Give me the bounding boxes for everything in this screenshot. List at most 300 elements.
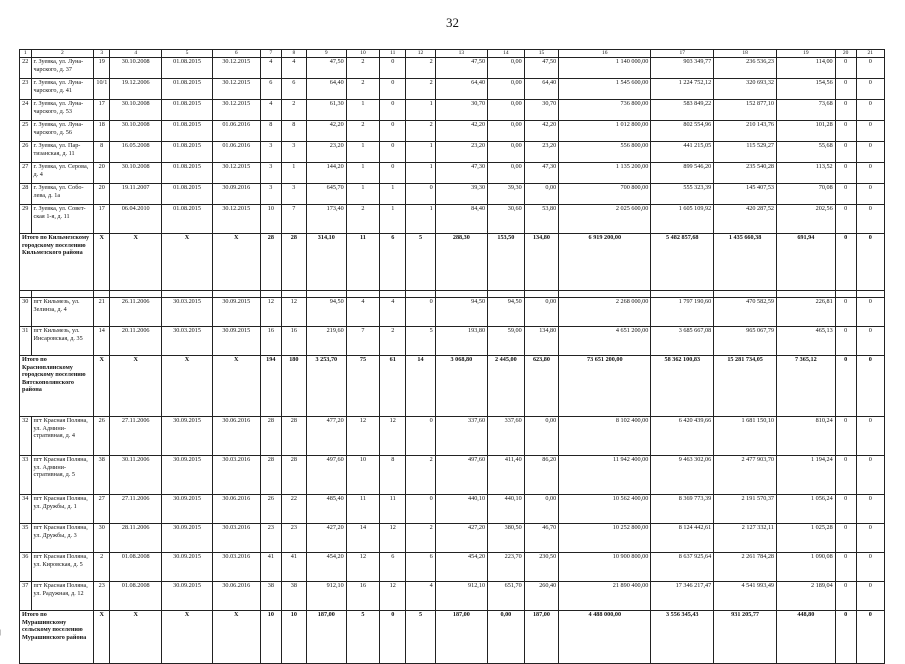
empty-cell <box>162 291 212 298</box>
table-cell: 01.08.2015 <box>162 205 212 234</box>
table-cell: 0 <box>835 456 856 495</box>
address-cell: пгт Красная Поляна, ул. Радужная, д. 12 <box>31 582 94 611</box>
table-cell: 19.12.2006 <box>110 79 162 100</box>
column-number: 4 <box>110 50 162 58</box>
table-cell: 0 <box>380 58 406 79</box>
table-cell: 3 685 667,08 <box>651 327 714 356</box>
table-cell: 6 <box>281 79 306 100</box>
table-cell: 0 <box>835 524 856 553</box>
row-number-cell: 35 <box>20 524 32 553</box>
column-number: 6 <box>212 50 260 58</box>
subtotal-label: Итого по Мурашинскому сельскому поселению Мурашинского района <box>20 611 94 664</box>
table-cell: 30 <box>94 524 110 553</box>
subtotal-cell: 0 <box>835 611 856 664</box>
table-cell: 0 <box>856 142 884 163</box>
table-cell: 27.11.2006 <box>110 417 162 456</box>
table-cell: 0,00 <box>524 417 559 456</box>
table-cell: 0 <box>835 79 856 100</box>
table-cell: 0 <box>835 298 856 327</box>
table-cell: 23 <box>281 524 306 553</box>
table-cell: 30.06.2016 <box>212 417 260 456</box>
table-cell: 101,28 <box>777 121 836 142</box>
table-cell: 30.09.2015 <box>162 524 212 553</box>
subtotal-cell: 5 482 857,68 <box>651 234 714 291</box>
table-cell: 0 <box>406 298 435 327</box>
table-cell: 114,00 <box>777 58 836 79</box>
table-cell: 134,80 <box>524 327 559 356</box>
table-cell: 73,68 <box>777 100 836 121</box>
table-cell: 555 323,39 <box>651 184 714 205</box>
table-cell: 42,20 <box>524 121 559 142</box>
table-row <box>20 184 885 205</box>
table-cell: 8 102 400,00 <box>559 417 651 456</box>
table-cell: 1 056,24 <box>777 495 836 524</box>
table-cell: 0 <box>835 327 856 356</box>
table-cell: 0 <box>406 184 435 205</box>
table-cell: 454,20 <box>306 553 346 582</box>
table-cell: 70,08 <box>777 184 836 205</box>
table-cell: 53,80 <box>524 205 559 234</box>
table-cell: 154,56 <box>777 79 836 100</box>
table-cell: 2 261 784,28 <box>714 553 777 582</box>
column-number: 13 <box>435 50 487 58</box>
table-cell: 2 <box>406 456 435 495</box>
table-cell: 12 <box>260 298 281 327</box>
subtotal-cell: X <box>162 234 212 291</box>
column-number: 8 <box>281 50 306 58</box>
table-cell: 30.03.2016 <box>212 553 260 582</box>
column-number: 14 <box>488 50 525 58</box>
table-cell: 23,20 <box>306 142 346 163</box>
address-cell: г. Зуевка, ул. Серова, д. 4 <box>31 163 94 184</box>
subtotal-cell: 623,80 <box>524 356 559 417</box>
table-cell: 01.08.2008 <box>110 582 162 611</box>
table-cell: 7 <box>281 205 306 234</box>
table-cell: 30.03.2016 <box>212 524 260 553</box>
table-cell: 700 800,00 <box>559 184 651 205</box>
table-cell: 14 <box>346 524 380 553</box>
table-cell: 12 <box>346 417 380 456</box>
table-cell: 10 252 800,00 <box>559 524 651 553</box>
table-cell: 17 346 217,47 <box>651 582 714 611</box>
table-cell: 30.12.2015 <box>212 163 260 184</box>
table-cell: 3 <box>281 142 306 163</box>
table-cell: 6 <box>380 553 406 582</box>
subtotal-cell: 28 <box>281 234 306 291</box>
empty-cell <box>406 291 435 298</box>
table-cell: 46,70 <box>524 524 559 553</box>
address-cell: пгт Красная Поляна, ул. Админи-стративная, д. 4 <box>31 417 94 456</box>
table-cell: 485,40 <box>306 495 346 524</box>
table-cell: 11 <box>346 495 380 524</box>
table-cell: 0 <box>835 205 856 234</box>
row-number-cell: 23 <box>20 79 32 100</box>
table-cell: 27 <box>94 495 110 524</box>
subtotal-cell: 7 365,12 <box>777 356 836 417</box>
empty-cell <box>835 291 856 298</box>
table-cell: 912,10 <box>306 582 346 611</box>
table-cell: 20.11.2006 <box>110 327 162 356</box>
table-row <box>20 456 885 495</box>
table-cell: 0 <box>856 327 884 356</box>
subtotal-cell: 3 556 345,43 <box>651 611 714 664</box>
table-cell: 0 <box>835 495 856 524</box>
table-cell: 0 <box>856 79 884 100</box>
table-cell: 4 <box>281 58 306 79</box>
table-cell: 0 <box>856 205 884 234</box>
table-cell: 30.10.2008 <box>110 58 162 79</box>
table-cell: 30.12.2015 <box>212 205 260 234</box>
table-cell: 64,40 <box>524 79 559 100</box>
table-cell: 12 <box>380 582 406 611</box>
table-cell: 0 <box>406 495 435 524</box>
table-cell: 0 <box>380 142 406 163</box>
table-row <box>20 142 885 163</box>
table-cell: 0 <box>835 417 856 456</box>
table-cell: 23,20 <box>435 142 487 163</box>
table-cell: 210 143,76 <box>714 121 777 142</box>
table-cell: 2 268 000,00 <box>559 298 651 327</box>
table-row <box>20 163 885 184</box>
table-row <box>20 553 885 582</box>
table-cell: 17 <box>94 205 110 234</box>
table-cell: 61,30 <box>306 100 346 121</box>
subtotal-label: Итого по Красноплянскому городскому поселению Вятскополянского района <box>20 356 94 417</box>
subtotal-cell: 187,00 <box>306 611 346 664</box>
address-cell: г. Зуевка, ул. Луна-чарского, д. 56 <box>31 121 94 142</box>
address-cell: пгт Кильмезь, ул. Зелинза, д. 4 <box>31 298 94 327</box>
table-cell: 4 <box>346 298 380 327</box>
table-cell: 0,00 <box>488 142 525 163</box>
table-cell: 236 536,23 <box>714 58 777 79</box>
row-number-cell: 32 <box>20 417 32 456</box>
table-cell: 1 <box>380 205 406 234</box>
row-number-cell: 30 <box>20 298 32 327</box>
table-cell: 8 <box>281 121 306 142</box>
column-number: 19 <box>777 50 836 58</box>
column-number: 12 <box>406 50 435 58</box>
table-cell: 337,60 <box>488 417 525 456</box>
empty-cell <box>380 291 406 298</box>
table-cell: 1 545 600,00 <box>559 79 651 100</box>
table-cell: 497,60 <box>306 456 346 495</box>
row-number-cell: 36 <box>20 553 32 582</box>
table-row <box>20 58 885 79</box>
subtotal-cell: 134,80 <box>524 234 559 291</box>
address-cell: пгт Красная Поляна, ул. Дружбы, д. 3 <box>31 524 94 553</box>
subtotal-cell: 931 205,77 <box>714 611 777 664</box>
table-cell: 19 <box>94 58 110 79</box>
table-cell: 583 849,22 <box>651 100 714 121</box>
subtotal-cell: 0 <box>856 356 884 417</box>
spacer-row <box>20 291 885 298</box>
table-row <box>20 121 885 142</box>
subtotal-cell: 3 253,70 <box>306 356 346 417</box>
row-number-cell: 37 <box>20 582 32 611</box>
table-cell: 497,60 <box>435 456 487 495</box>
table-cell: 1 <box>346 184 380 205</box>
table-cell: 06.04.2010 <box>110 205 162 234</box>
column-number: 3 <box>94 50 110 58</box>
table-cell: 10 562 400,00 <box>559 495 651 524</box>
empty-cell <box>559 291 651 298</box>
table-cell: 810,24 <box>777 417 836 456</box>
table-cell: 0 <box>835 100 856 121</box>
table-row <box>20 582 885 611</box>
address-cell: г. Зуевка, ул. Луна-чарского, д. 37 <box>31 58 94 79</box>
table-cell: 86,20 <box>524 456 559 495</box>
table-cell: 01.08.2015 <box>162 163 212 184</box>
column-number: 17 <box>651 50 714 58</box>
column-number: 9 <box>306 50 346 58</box>
address-cell: пгт Красная Поляна, ул. Админи-стративная, д. 5 <box>31 456 94 495</box>
table-cell: 94,50 <box>306 298 346 327</box>
table-cell: 337,60 <box>435 417 487 456</box>
subtotal-cell: X <box>110 611 162 664</box>
table-cell: 21 <box>94 298 110 327</box>
table-cell: 441 215,05 <box>651 142 714 163</box>
table-cell: 28.11.2006 <box>110 524 162 553</box>
table-row <box>20 327 885 356</box>
table-cell: 47,30 <box>524 163 559 184</box>
table-cell: 0 <box>835 58 856 79</box>
table-cell: 0 <box>856 417 884 456</box>
table-cell: 1 194,24 <box>777 456 836 495</box>
address-cell: пгт Красная Поляна, ул. Кировская, д. 5 <box>31 553 94 582</box>
table-cell: 8 637 925,64 <box>651 553 714 582</box>
subtotal-cell: 10 <box>260 611 281 664</box>
table-cell: 1 012 800,00 <box>559 121 651 142</box>
table-cell: 64,40 <box>306 79 346 100</box>
table-cell: 84,40 <box>435 205 487 234</box>
empty-cell <box>346 291 380 298</box>
table-cell: 736 800,00 <box>559 100 651 121</box>
table-cell: 12 <box>380 417 406 456</box>
table-cell: 1 <box>346 100 380 121</box>
row-number-cell: 24 <box>20 100 32 121</box>
table-cell: 16 <box>260 327 281 356</box>
subtotal-cell: 0 <box>856 611 884 664</box>
table-cell: 26 <box>94 417 110 456</box>
column-number: 5 <box>162 50 212 58</box>
table-cell: 2 191 570,37 <box>714 495 777 524</box>
table-cell: 903 349,77 <box>651 58 714 79</box>
table-cell: 47,50 <box>524 58 559 79</box>
table-cell: 7 <box>346 327 380 356</box>
subtotal-cell: 0 <box>835 356 856 417</box>
table-cell: 0 <box>856 582 884 611</box>
table-cell: 16 <box>281 327 306 356</box>
table-cell: 8 369 773,39 <box>651 495 714 524</box>
table-cell: 0,00 <box>488 121 525 142</box>
table-cell: 21 890 400,00 <box>559 582 651 611</box>
empty-cell <box>306 291 346 298</box>
subtotal-cell: 0 <box>856 234 884 291</box>
table-cell: 1 090,08 <box>777 553 836 582</box>
table-cell: 6 420 439,66 <box>651 417 714 456</box>
empty-cell <box>524 291 559 298</box>
table-cell: 2 <box>380 327 406 356</box>
subtotal-cell: 75 <box>346 356 380 417</box>
subtotal-label: Итого по Кильмезскому городскому поселению Кильмезского района <box>20 234 94 291</box>
subtotal-cell: 14 <box>406 356 435 417</box>
table-cell: 30.10.2008 <box>110 121 162 142</box>
table-cell: 651,70 <box>488 582 525 611</box>
table-cell: 38 <box>94 456 110 495</box>
table-cell: 2 477 903,70 <box>714 456 777 495</box>
table-cell: 30.11.2006 <box>110 456 162 495</box>
table-cell: 420 287,52 <box>714 205 777 234</box>
table-cell: 1 <box>346 163 380 184</box>
table-cell: 30.12.2015 <box>212 58 260 79</box>
table-cell: 1 025,28 <box>777 524 836 553</box>
table-cell: 01.08.2015 <box>162 184 212 205</box>
table-cell: 42,20 <box>306 121 346 142</box>
table-cell: 411,40 <box>488 456 525 495</box>
table-cell: 30.03.2016 <box>212 456 260 495</box>
table-cell: 0 <box>835 184 856 205</box>
table-cell: 427,20 <box>435 524 487 553</box>
table-cell: 0 <box>835 142 856 163</box>
subtotal-cell: 58 362 100,83 <box>651 356 714 417</box>
subtotal-cell: 28 <box>260 234 281 291</box>
table-cell: 1 <box>406 100 435 121</box>
table-cell: 6 <box>406 553 435 582</box>
table-row <box>20 100 885 121</box>
table-cell: 16.05.2008 <box>110 142 162 163</box>
table-cell: 1 224 752,12 <box>651 79 714 100</box>
table-cell: 8 <box>260 121 281 142</box>
table-cell: 30,70 <box>524 100 559 121</box>
table-cell: 260,40 <box>524 582 559 611</box>
table-cell: 1 <box>406 205 435 234</box>
table-cell: 320 693,32 <box>714 79 777 100</box>
table-row <box>20 298 885 327</box>
row-number-cell: 26 <box>20 142 32 163</box>
column-number: 10 <box>346 50 380 58</box>
column-number: 16 <box>559 50 651 58</box>
table-cell: 01.08.2015 <box>162 79 212 100</box>
subtotal-cell: X <box>212 611 260 664</box>
table-cell: 0 <box>380 79 406 100</box>
table-cell: 0 <box>856 121 884 142</box>
table-row <box>20 79 885 100</box>
table-cell: 144,20 <box>306 163 346 184</box>
table-cell: 6 <box>260 79 281 100</box>
table-cell: 10 900 800,00 <box>559 553 651 582</box>
table-cell: 477,20 <box>306 417 346 456</box>
table-cell: 30.09.2016 <box>212 184 260 205</box>
table-cell: 30.09.2015 <box>162 553 212 582</box>
table-cell: 1 681 150,10 <box>714 417 777 456</box>
subtotal-cell: X <box>94 356 110 417</box>
subtotal-cell: X <box>162 356 212 417</box>
empty-cell <box>651 291 714 298</box>
column-number: 15 <box>524 50 559 58</box>
address-cell: г. Зуевка, ул. Пар-тизанская, д. 11 <box>31 142 94 163</box>
table-cell: 0 <box>380 163 406 184</box>
scan-mark: | <box>0 630 2 636</box>
table-cell: 0 <box>835 121 856 142</box>
table-cell: 0,00 <box>488 163 525 184</box>
table-cell: 30.09.2015 <box>162 456 212 495</box>
table-cell: 38 <box>281 582 306 611</box>
table-cell: 30.10.2008 <box>110 100 162 121</box>
address-cell: г. Зуевка, ул. Совет-ская 1-я, д. 11 <box>31 205 94 234</box>
table-cell: 12 <box>380 524 406 553</box>
subtotal-cell: 1 435 660,38 <box>714 234 777 291</box>
table-cell: 219,60 <box>306 327 346 356</box>
column-number: 11 <box>380 50 406 58</box>
table-row <box>20 205 885 234</box>
table-cell: 38 <box>260 582 281 611</box>
table-cell: 39,30 <box>488 184 525 205</box>
subtotal-cell: 5 <box>406 611 435 664</box>
subtotal-cell: X <box>162 611 212 664</box>
table-cell: 465,13 <box>777 327 836 356</box>
table-cell: 01.06.2016 <box>212 142 260 163</box>
row-number-cell: 34 <box>20 495 32 524</box>
table-cell: 20 <box>94 184 110 205</box>
table-cell: 2 <box>406 121 435 142</box>
table-cell: 556 800,00 <box>559 142 651 163</box>
subtotal-cell: 0,00 <box>488 611 525 664</box>
table-cell: 440,10 <box>435 495 487 524</box>
table-cell: 30.06.2016 <box>212 582 260 611</box>
table-cell: 1 797 190,60 <box>651 298 714 327</box>
table-cell: 0,00 <box>524 298 559 327</box>
row-number-cell: 25 <box>20 121 32 142</box>
table-cell: 1 135 200,00 <box>559 163 651 184</box>
table-cell: 12 <box>346 553 380 582</box>
subtotal-cell: 194 <box>260 356 281 417</box>
table-cell: 2 <box>406 58 435 79</box>
table-cell: 0 <box>856 495 884 524</box>
table-cell: 30.03.2015 <box>162 327 212 356</box>
table-cell: 1 140 000,00 <box>559 58 651 79</box>
table-cell: 2 <box>406 524 435 553</box>
table-cell: 30,70 <box>435 100 487 121</box>
table-cell: 01.08.2015 <box>162 121 212 142</box>
table-row <box>20 524 885 553</box>
table-cell: 173,40 <box>306 205 346 234</box>
subtotal-cell: 6 919 200,00 <box>559 234 651 291</box>
table-cell: 912,10 <box>435 582 487 611</box>
table-cell: 41 <box>260 553 281 582</box>
table-cell: 30.03.2015 <box>162 298 212 327</box>
table-cell: 0,00 <box>488 58 525 79</box>
table-cell: 440,10 <box>488 495 525 524</box>
table-cell: 965 067,79 <box>714 327 777 356</box>
table-cell: 41 <box>281 553 306 582</box>
table-cell: 23 <box>94 582 110 611</box>
table-cell: 47,50 <box>435 58 487 79</box>
table-cell: 145 407,53 <box>714 184 777 205</box>
table-cell: 0 <box>380 121 406 142</box>
table-cell: 26.11.2006 <box>110 298 162 327</box>
subtotal-row <box>20 234 885 291</box>
table-cell: 899 546,20 <box>651 163 714 184</box>
table-cell: 0 <box>835 163 856 184</box>
subtotal-cell: 0 <box>835 234 856 291</box>
empty-cell <box>20 291 32 298</box>
empty-cell <box>212 291 260 298</box>
address-cell: г. Зуевка, ул. Луна-чарского, д. 41 <box>31 79 94 100</box>
table-cell: 12 <box>281 298 306 327</box>
row-number-cell: 29 <box>20 205 32 234</box>
table-cell: 0 <box>856 298 884 327</box>
empty-cell <box>110 291 162 298</box>
